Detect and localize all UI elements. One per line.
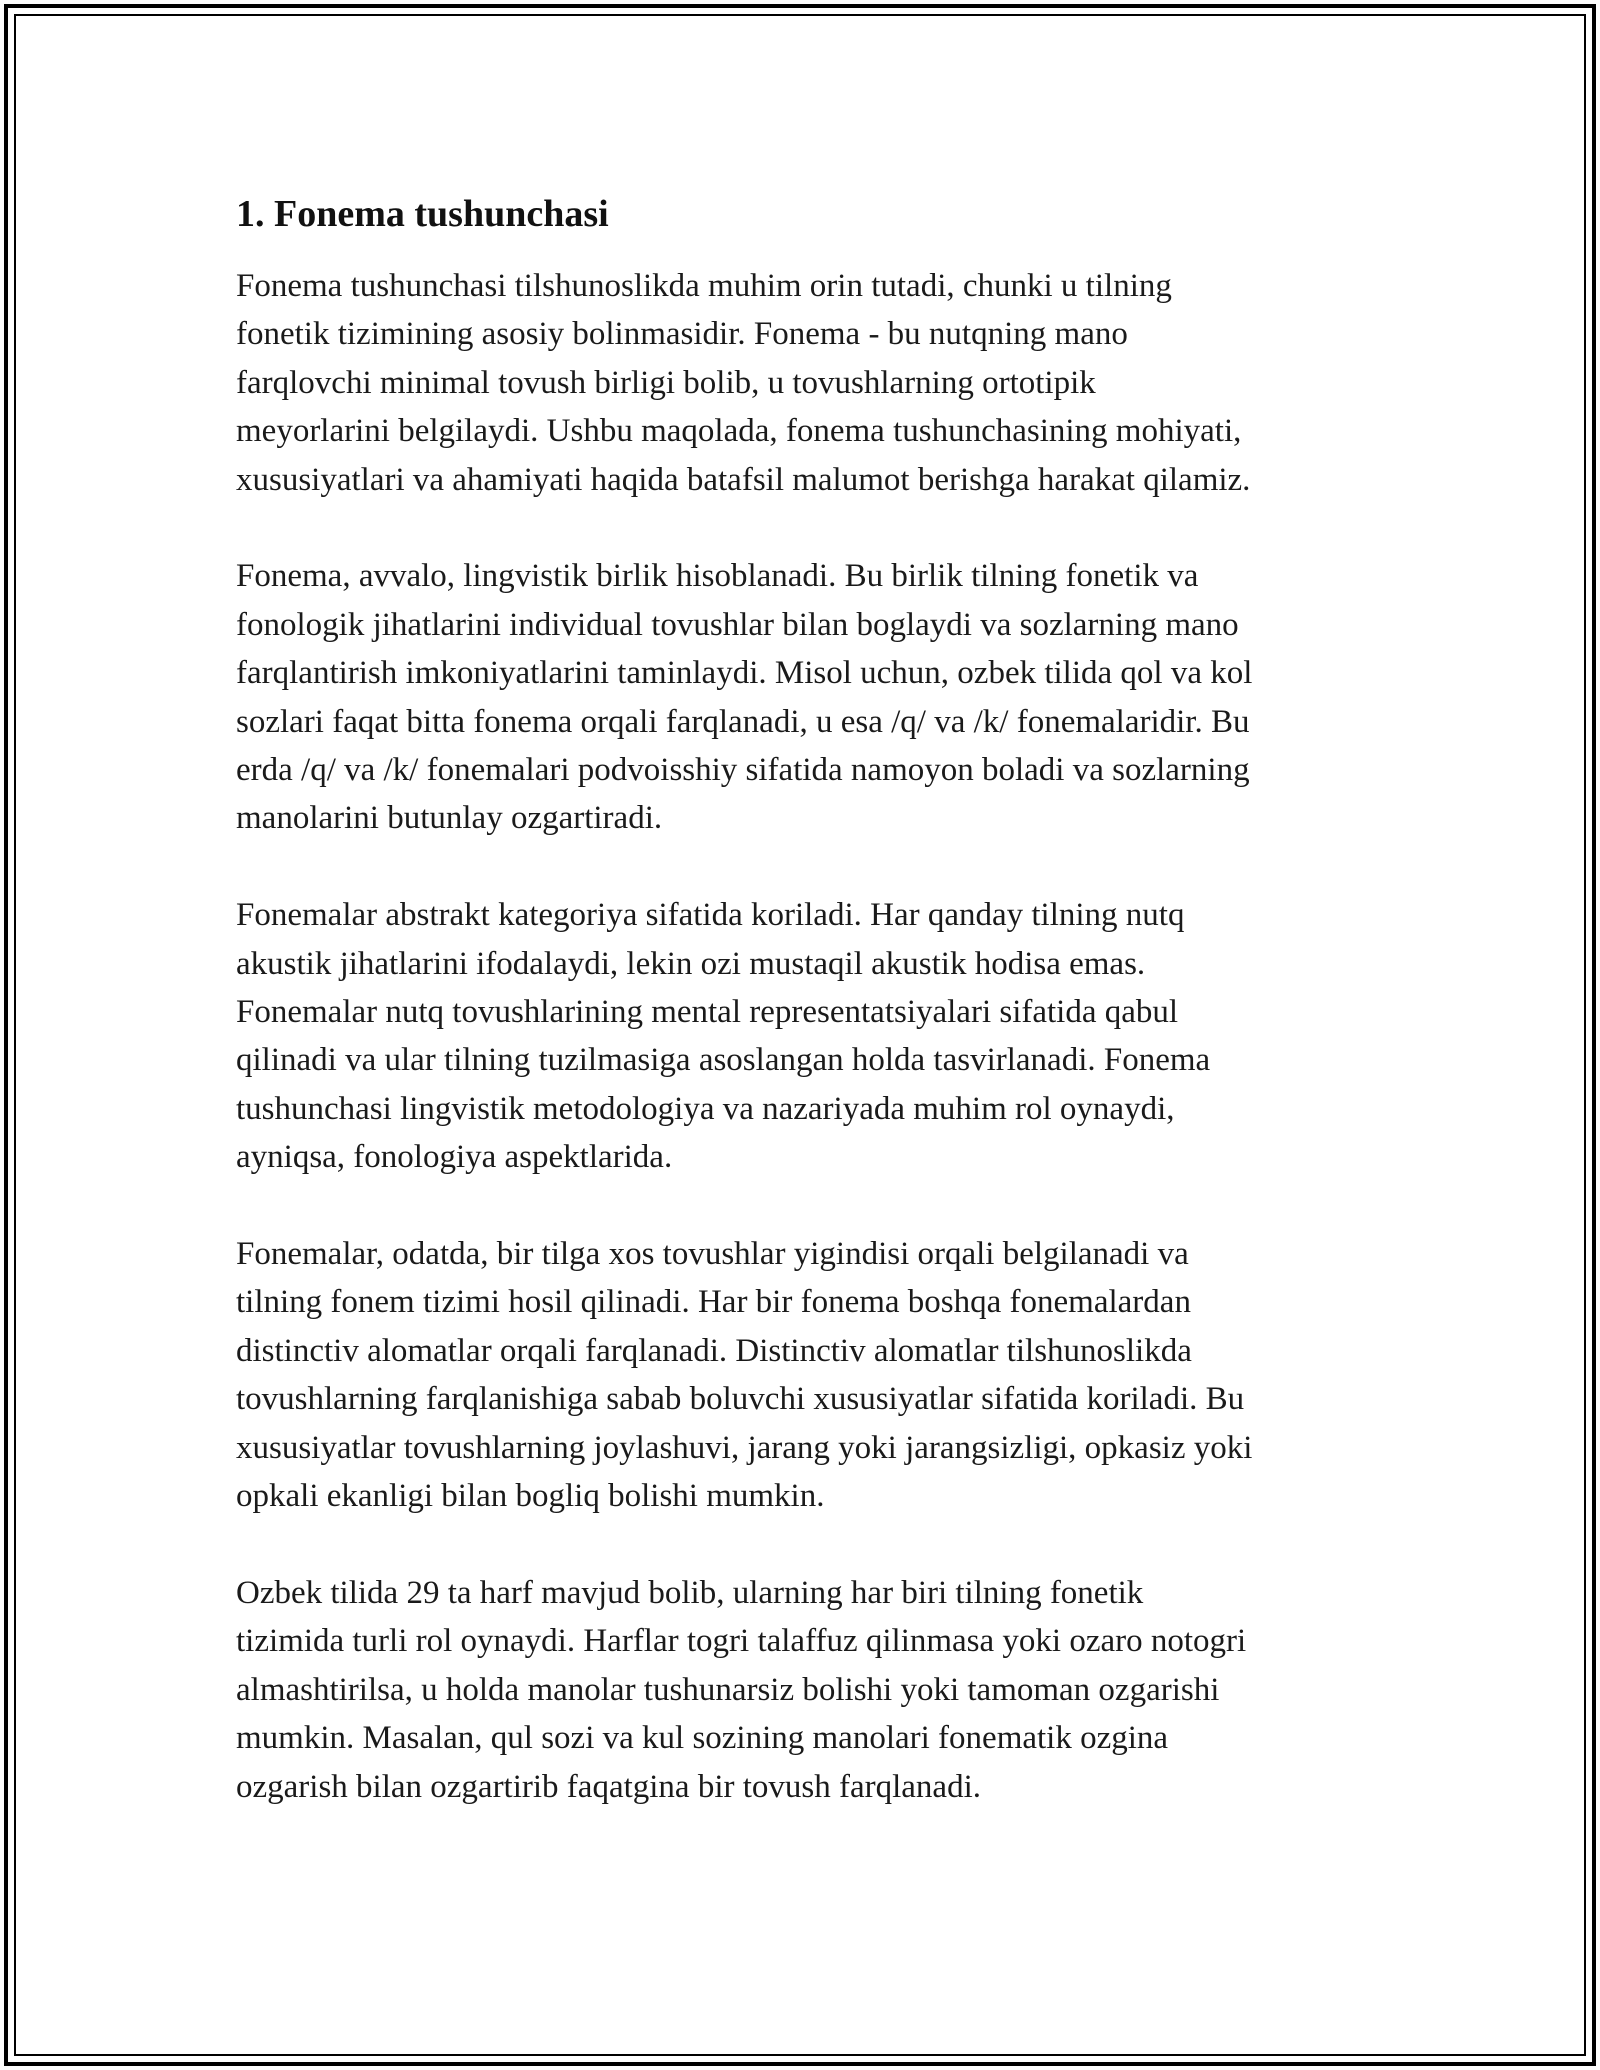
paragraph-line: fonologik jihatlarini individual tovushlar bilan boglaydi va sozlarning mano <box>236 606 1239 643</box>
paragraph-line: qilinadi va ular tilning tuzilmasiga asoslangan holda tasvirlanadi. Fonema <box>236 1042 1211 1079</box>
paragraph-line: xususiyatlari va ahamiyati haqida batafsil malumot berishga harakat qilamiz. <box>236 461 1251 498</box>
section-heading: 1. Fonema tushunchasi <box>236 193 609 235</box>
paragraph-line: xususiyatlar tovushlarning joylashuvi, jarang yoki jarangsizligi, opkasiz yoki <box>236 1429 1253 1466</box>
paragraph-line: Fonemalar, odatda, bir tilga xos tovushlar yigindisi orqali belgilanadi va <box>236 1236 1189 1273</box>
paragraph-line: akustik jihatlarini ifodalaydi, lekin ozi mustaqil akustik hodisa emas. <box>236 945 1146 982</box>
paragraph-line: mumkin. Masalan, qul sozi va kul sozining manolari fonematik ozgina <box>236 1720 1169 1757</box>
paragraph-line: Ozbek tilida 29 ta harf mavjud bolib, ularning har biri tilning fonetik <box>236 1574 1144 1611</box>
paragraph-4 <box>236 1230 1376 1520</box>
paragraph-line: fonetik tizimining asosiy bolinmasidir. Fonema - bu nutqning mano <box>236 316 1128 353</box>
paragraph-line: tovushlarning farqlanishiga sabab boluvchi xususiyatlar sifatida koriladi. Bu <box>236 1381 1245 1418</box>
paragraph-line: farqlantirish imkoniyatlarini taminlaydi. Misol uchun, ozbek tilida qol va kol <box>236 655 1253 692</box>
paragraph-2 <box>236 552 1376 842</box>
paragraph-line: ayniqsa, fonologiya aspektlarida. <box>236 1139 673 1176</box>
paragraph-line: tushunchasi lingvistik metodologiya va nazariyada muhim rol oynaydi, <box>236 1090 1175 1127</box>
paragraph-line: Fonema, avvalo, lingvistik birlik hisoblanadi. Bu birlik tilning fonetik va <box>236 558 1199 595</box>
paragraph-line: distinctiv alomatlar orqali farqlanadi. Distinctiv alomatlar tilshunoslikda <box>236 1332 1192 1369</box>
paragraph-line: erda /q/ va /k/ fonemalari podvoisshiy sifatida namoyon boladi va sozlarning <box>236 752 1250 789</box>
paragraph-line: Fonema tushunchasi tilshunoslikda muhim orin tutadi, chunki u tilning <box>236 268 1172 304</box>
paragraph-line: almashtirilsa, u holda manolar tushunarsiz bolishi yoki tamoman ozgarishi <box>236 1671 1220 1708</box>
paragraph-line: tizimida turli rol oynaydi. Harflar togri talaffuz qilinmasa yoki ozaro notogri <box>236 1623 1247 1660</box>
paragraph-line: tilning fonem tizimi hosil qilinadi. Har bir fonema boshqa fonemalardan <box>236 1284 1191 1321</box>
paragraph-line: Fonemalar nutq tovushlarining mental representatsiyalari sifatida qabul <box>236 994 1179 1031</box>
paragraph-line: farqlovchi minimal tovush birligi bolib, u tovushlarning ortotipik <box>236 364 1096 401</box>
paragraph-line: ozgarish bilan ozgartirib faqatgina bir tovush farqlanadi. <box>236 1768 981 1805</box>
paragraph-5 <box>236 1569 1376 1811</box>
paragraph-line: meyorlarini belgilaydi. Ushbu maqolada, fonema tushunchasining mohiyati, <box>236 413 1242 450</box>
document-body <box>236 186 1376 1811</box>
paragraph-line: Fonemalar abstrakt kategoriya sifatida koriladi. Har qanday tilning nutq <box>236 897 1185 934</box>
paragraph-line: opkali ekanligi bilan bogliq bolishi mumkin. <box>236 1478 825 1515</box>
paragraph-line: manolarini butunlay ozgartiradi. <box>236 800 663 837</box>
paragraph-line: sozlari faqat bitta fonema orqali farqlanadi, u esa /q/ va /k/ fonemalaridir. Bu <box>236 703 1250 740</box>
paragraph-1 <box>236 262 1376 504</box>
paragraph-3 <box>236 891 1376 1181</box>
